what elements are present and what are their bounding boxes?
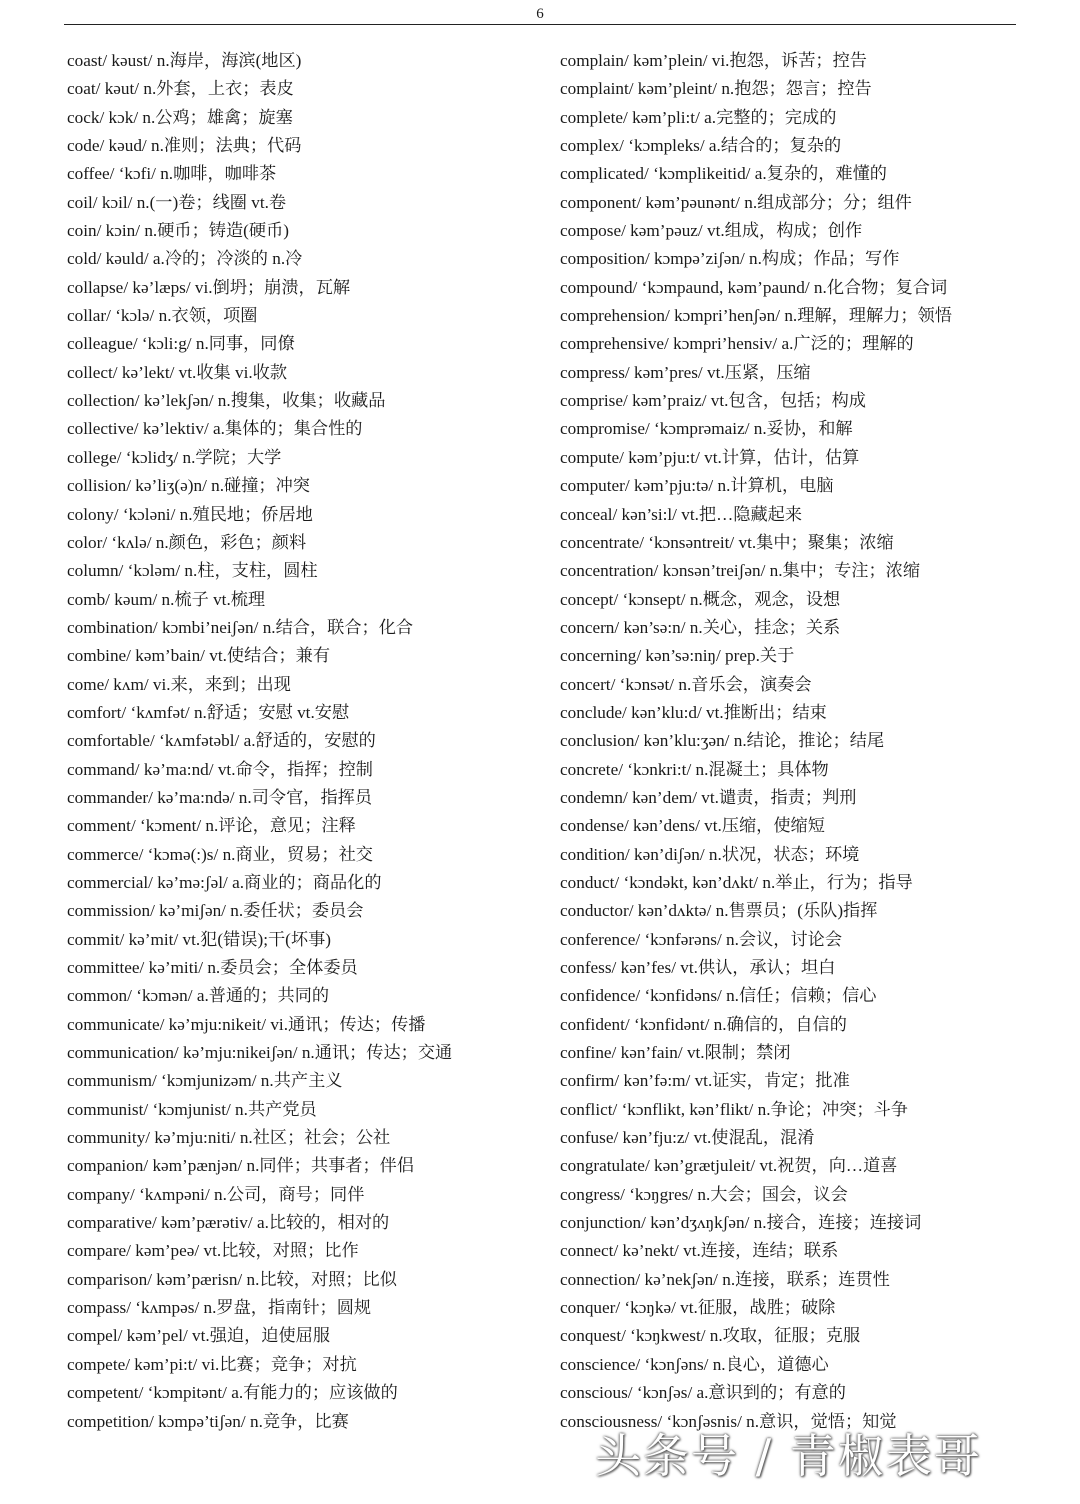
vocab-entry: cock/ kɔk/ n.公鸡；雄禽；旋塞 [67, 107, 293, 127]
vocab-entry: come/ kʌm/ vi.来，来到；出现 [67, 674, 291, 694]
vocab-entry: color/ ‘kʌlə/ n.颜色，彩色；颜料 [67, 532, 307, 552]
vocab-entry: congress/ ‘kɔŋgres/ n.大会；国会，议会 [560, 1184, 848, 1204]
vocab-entry: collection/ kə’lekʃən/ n.搜集，收集；收藏品 [67, 391, 386, 411]
vocab-entry: conscience/ ‘kɔnʃəns/ n.良心，道德心 [560, 1354, 829, 1374]
vocab-entry: computer/ kəm’pju:tə/ n.计算机，电脑 [560, 476, 834, 496]
vocab-entry: communism/ ‘kɔmjunizəm/ n.共产主义 [67, 1071, 343, 1091]
vocab-entry: conclude/ kən’klu:d/ vt.推断出；结束 [560, 702, 827, 722]
vocab-entry: confidence/ ‘kɔnfidəns/ n.信任；信赖；信心 [560, 986, 877, 1006]
vocab-entry: collect/ kə’lekt/ vt.收集 vi.收款 [67, 362, 288, 382]
vocab-entry: common/ ‘kɔmən/ a.普通的；共同的 [67, 986, 330, 1006]
vocab-entry: compute/ kəm’pju:t/ vt.计算，估计，估算 [560, 447, 860, 467]
vocab-entry: connect/ kə’nekt/ vt.连接，连结；联系 [560, 1241, 839, 1261]
vocab-entry: concerning/ kən’sə:niŋ/ prep.关于 [560, 646, 795, 666]
vocab-entry: confident/ ‘kɔnfidənt/ n.确信的，自信的 [560, 1014, 847, 1034]
vocab-entry: composition/ kɔmpə’ziʃən/ n.构成；作品；写作 [560, 249, 900, 269]
vocab-entry: collapse/ kə’læps/ vi.倒坍；崩溃，瓦解 [67, 277, 351, 297]
vocab-entry: competition/ kɔmpə’tiʃən/ n.竞争，比赛 [67, 1411, 349, 1431]
vocab-entry: cold/ kəuld/ a.冷的；冷淡的 n.冷 [67, 249, 303, 269]
vocab-entry: complex/ ‘kɔmpleks/ a.结合的；复杂的 [560, 136, 842, 156]
vocab-entry: condition/ kən’diʃən/ n.状况，状态；环境 [560, 844, 860, 864]
vocab-entry: confine/ kən’fain/ vt.限制；禁闭 [560, 1043, 791, 1063]
vocab-entry: college/ ‘kɔlidʒ/ n.学院；大学 [67, 447, 282, 467]
vocab-entry: concrete/ ‘kɔnkri:t/ n.混凝土；具体物 [560, 759, 829, 779]
vocab-entry: compound/ ‘kɔmpaund, kəm’paund/ n.化合物；复合词 [560, 277, 948, 297]
vocab-entry: confess/ kən’fes/ vt.供认，承认；坦白 [560, 958, 836, 977]
header-rule [64, 24, 1016, 25]
vocab-entry: commit/ kə’mit/ vt.犯(错误);干(坏事) [67, 929, 331, 949]
vocab-entry: combine/ kəm’bain/ vt.使结合；兼有 [67, 646, 331, 666]
vocab-entry: communication/ kə’mju:nikeiʃən/ n.通讯；传达；交通 [67, 1043, 453, 1063]
vocab-entry: condense/ kən’dens/ vt.压缩，使缩短 [560, 816, 825, 836]
vocab-entry: conquest/ ‘kɔŋkwest/ n.攻取，征服；克服 [560, 1326, 861, 1346]
vocab-entry: code/ kəud/ n.准则；法典；代码 [67, 136, 302, 156]
vocab-entry: competent/ ‘kɔmpitənt/ a.有能力的；应该做的 [67, 1383, 398, 1403]
vocab-entry: commerce/ ‘kɔmə(:)s/ n.商业，贸易；社交 [67, 844, 373, 864]
vocab-entry: concert/ ‘kɔnsət/ n.音乐会，演奏会 [560, 674, 812, 694]
vocab-entry: conquer/ ‘kɔŋkə/ vt.征服，战胜；破除 [560, 1298, 836, 1318]
vocab-entry: committee/ kə’miti/ n.委员会；全体委员 [67, 958, 358, 977]
left-column [67, 47, 547, 1436]
vocab-entry: comfort/ ‘kʌmfət/ n.舒适；安慰 vt.安慰 [67, 702, 350, 722]
vocab-entry: comparative/ kəm’pærətiv/ a.比较的，相对的 [67, 1213, 390, 1233]
vocab-entry: conflict/ ‘kɔnflikt, kən’flikt/ n.争论；冲突；斗争 [560, 1099, 908, 1119]
vocab-entry: conceal/ kən’si:l/ vt.把…隐藏起来 [560, 504, 803, 524]
vocab-entry: colleague/ ‘kɔli:g/ n.同事，同僚 [67, 334, 295, 354]
vocab-entry: comfortable/ ‘kʌmfətəbl/ a.舒适的，安慰的 [67, 731, 376, 751]
vocab-entry: compose/ kəm’pəuz/ vt.组成，构成；创作 [560, 221, 863, 241]
vocab-entry: complete/ kəm’pli:t/ a.完整的；完成的 [560, 107, 837, 127]
vocab-entry: comparison/ kəm’pærisn/ n.比较，对照；比似 [67, 1269, 397, 1289]
vocab-entry: complain/ kəm’plein/ vi.抱怨，诉苦；控告 [560, 51, 867, 70]
vocab-entry: compare/ kəm’peə/ vt.比较，对照；比作 [67, 1241, 359, 1261]
vocab-entry: condemn/ kən’dem/ vt.谴责，指责；判刑 [560, 787, 857, 807]
vocab-entry: comprehension/ kɔmpri’henʃən/ n.理解，理解力；领悟 [560, 306, 952, 326]
vocab-entry: conference/ ‘kɔnfərəns/ n.会议，讨论会 [560, 929, 843, 949]
vocab-entry: communist/ ‘kɔmjunist/ n.共产党员 [67, 1099, 317, 1119]
vocab-entry: commander/ kə’ma:ndə/ n.司令官，指挥员 [67, 787, 373, 807]
vocab-entry: comment/ ‘kɔment/ n.评论，意见；注释 [67, 816, 356, 836]
vocab-entry: component/ kəm’pəunənt/ n.组成部分；分；组件 [560, 192, 912, 212]
vocab-entry: company/ ‘kʌmpəni/ n.公司，商号；同伴 [67, 1184, 365, 1204]
vocab-entry: commercial/ kə’mə:ʃəl/ a.商业的；商品化的 [67, 872, 382, 892]
vocab-entry: column/ ‘kɔləm/ n.柱，支柱，圆柱 [67, 561, 318, 581]
vocab-entry: commission/ kə’miʃən/ n.委任状；委员会 [67, 901, 364, 921]
vocab-entry: compass/ ‘kʌmpəs/ n.罗盘，指南针；圆规 [67, 1298, 372, 1318]
watermark: 头条号 / 青椒表哥 [595, 1429, 982, 1483]
vocab-entry: combination/ kɔmbi’neiʃən/ n.结合，联合；化合 [67, 617, 414, 637]
vocab-entry: community/ kə’mju:niti/ n.社区；社会；公社 [67, 1128, 391, 1148]
vocab-entry: command/ kə’ma:nd/ vt.命令，指挥；控制 [67, 759, 373, 779]
vocab-entry: conclusion/ kən’klu:ʒən/ n.结论，推论；结尾 [560, 731, 885, 751]
vocab-entry: collective/ kə’lektiv/ a.集体的；集合性的 [67, 419, 363, 439]
vocab-entry: collision/ kə’liʒ(ə)n/ n.碰撞；冲突 [67, 476, 310, 496]
vocab-entry: communicate/ kə’mju:nikeit/ vi.通讯；传达；传播 [67, 1014, 426, 1034]
vocab-entry: coffee/ ‘kɔfi/ n.咖啡，咖啡茶 [67, 164, 277, 184]
vocab-entry: consciousness/ ‘kɔnʃəsnis/ n.意识，觉悟；知觉 [560, 1411, 897, 1431]
vocab-entry: compress/ kəm’pres/ vt.压紧，压缩 [560, 362, 811, 382]
vocab-entry: conjunction/ kən’dʒʌŋkʃən/ n.接合，连接；连接词 [560, 1213, 922, 1233]
vocab-entry: compete/ kəm’pi:t/ vi.比赛；竞争；对抗 [67, 1354, 357, 1374]
vocab-entry: complaint/ kəm’pleint/ n.抱怨；怨言；控告 [560, 79, 872, 99]
vocab-entry: concentration/ kɔnsən’treiʃən/ n.集中；专注；浓缩 [560, 561, 921, 581]
vocab-entry: coil/ kɔil/ n.(一)卷；线圈 vt.卷 [67, 192, 287, 212]
vocab-entry: connection/ kə’nekʃən/ n.连接，联系；连贯性 [560, 1269, 890, 1289]
vocab-entry: comprise/ kəm’praiz/ vt.包含，包括；构成 [560, 391, 866, 411]
page-number: 6 [536, 6, 544, 22]
vocab-entry: coast/ kəust/ n.海岸，海滨(地区) [67, 51, 302, 70]
vocab-entry: compel/ kəm’pel/ vt.强迫，迫使屈服 [67, 1326, 331, 1346]
vocab-entry: concept/ ‘kɔnsept/ n.概念，观念，设想 [560, 589, 841, 609]
vocab-entry: companion/ kəm’pænjən/ n.同伴；共事者；伴侣 [67, 1156, 415, 1176]
vocab-entry: coin/ kɔin/ n.硬币；铸造(硬币) [67, 221, 289, 241]
vocab-entry: confuse/ kən’fju:z/ vt.使混乱，混淆 [560, 1128, 815, 1148]
vocab-entry: conscious/ ‘kɔnʃəs/ a.意识到的；有意的 [560, 1383, 846, 1403]
vocab-entry: conduct/ ‘kɔndəkt, kən’dʌkt/ n.举止，行为；指导 [560, 872, 913, 892]
vocab-entry: comb/ kəum/ n.梳子 vt.梳理 [67, 589, 266, 609]
vocab-entry: compromise/ ‘kɔmprəmaiz/ n.妥协，和解 [560, 419, 853, 439]
vocab-entry: coat/ kəut/ n.外套，上衣；表皮 [67, 79, 294, 99]
right-column [560, 47, 1060, 1436]
vocab-entry: concern/ kən’sə:n/ n.关心，挂念；关系 [560, 617, 841, 637]
vocab-entry: congratulate/ kən’grætjuleit/ vt.祝贺，向…道喜 [560, 1156, 898, 1176]
vocab-entry: concentrate/ ‘kɔnsəntreit/ vt.集中；聚集；浓缩 [560, 532, 894, 552]
vocab-entry: confirm/ kən’fə:m/ vt.证实，肯定；批准 [560, 1071, 850, 1091]
vocab-entry: colony/ ‘kɔləni/ n.殖民地；侨居地 [67, 504, 313, 524]
vocab-entry: comprehensive/ kɔmpri’hensiv/ a.广泛的；理解的 [560, 334, 914, 354]
vocab-entry: complicated/ ‘kɔmplikeitid/ a.复杂的，难懂的 [560, 164, 887, 184]
vocab-entry: collar/ ‘kɔlə/ n.衣领，项圈 [67, 306, 258, 326]
vocab-entry: conductor/ kən’dʌktə/ n.售票员；(乐队)指挥 [560, 901, 878, 921]
